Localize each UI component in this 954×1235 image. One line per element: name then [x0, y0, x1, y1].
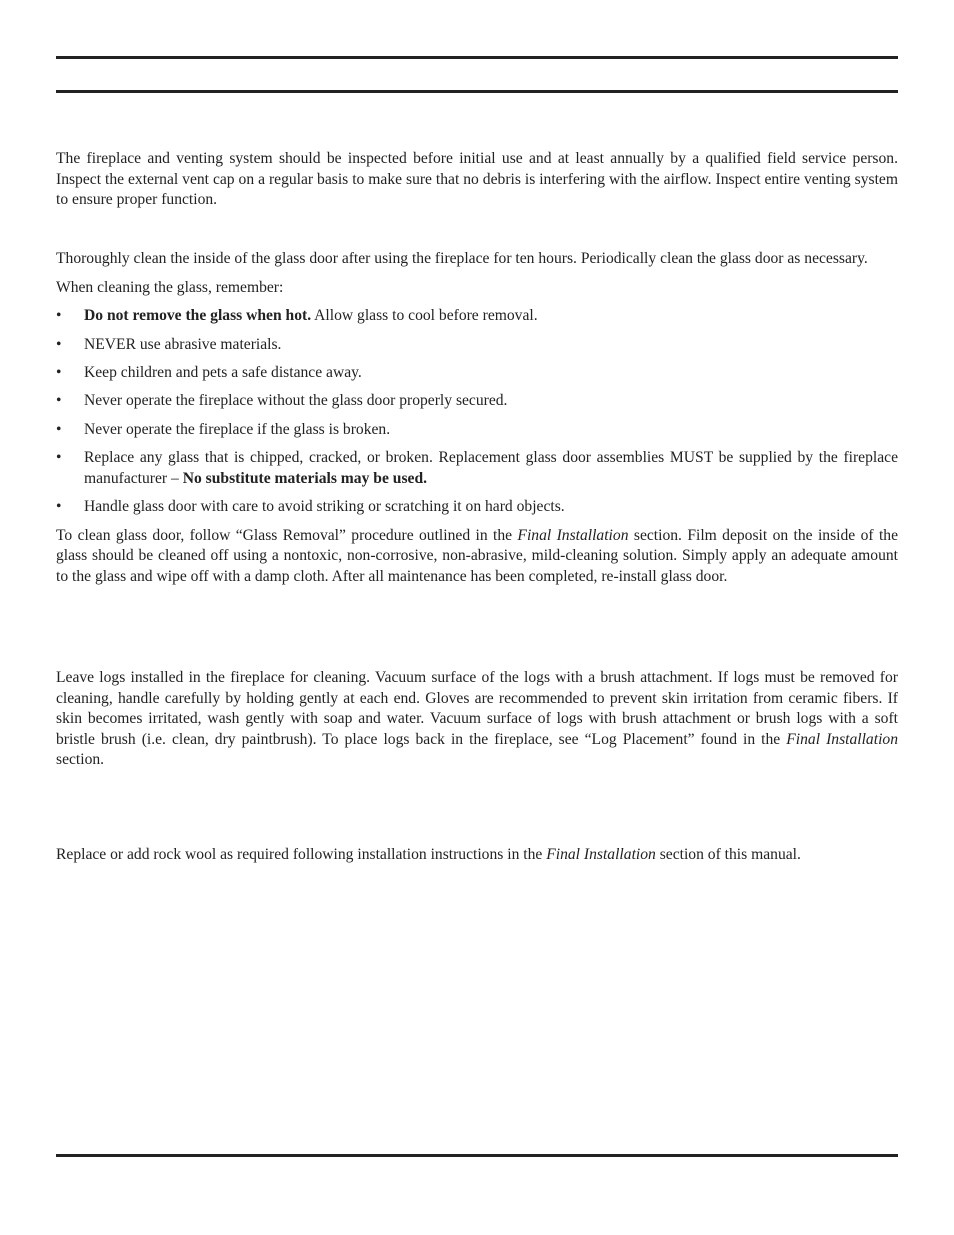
glass-paragraph: Thoroughly clean the inside of the glass door after using the fireplace for ten hours. Periodically clean the glass door as necessary.: [56, 250, 868, 267]
list-item: • Never operate the fireplace if the glass is broken.: [56, 420, 898, 441]
list-item: • Replace any glass that is chipped, cracked, or broken. Replacement glass door assemblies MUST be supplied by the fireplace manufacturer – No substitute materials may be used.: [56, 449, 898, 487]
glass-closing-paragraph: To clean glass door, follow “Glass Removal” procedure outlined in the Final Installation section. Film deposit on the inside of the glass should be cleaned off using a nontoxic, non-corrosive, non-abrasive, mild-cleaning solution. Simply apply an adequate amount to the glass and wipe off with a damp cloth. After all maintenance has been completed, re-install glass door.: [56, 526, 899, 585]
bottom-rule: [56, 1154, 898, 1157]
glass-intro: When cleaning the glass, remember:: [56, 278, 284, 296]
list-item: • NEVER use abrasive materials.: [56, 335, 898, 356]
log-cleaning-section: [56, 668, 898, 771]
bullet-icon: •: [56, 420, 62, 438]
list-item: • Never operate the fireplace without the glass door properly secured.: [56, 391, 898, 412]
bullet-icon: •: [56, 392, 62, 410]
glass-cleaning-section: [56, 249, 898, 587]
list-item: • Do not remove the glass when hot. Allow glass to cool before removal.: [56, 306, 898, 327]
rockwool-paragraph: Replace or add rock wool as required following installation instructions in the Final Installation section of this manual.: [56, 846, 801, 863]
list-item: • Keep children and pets a safe distance away.: [56, 363, 898, 384]
vent-paragraph: The fireplace and venting system should be inspected before initial use and at least annually by a qualified field service person. Inspect the external vent cap on a regular basis to make sure that no debris is interfering with the airflow. Inspect entire venting system to ensure proper function.: [56, 150, 898, 209]
bullet-icon: •: [56, 335, 62, 353]
bullet-icon: •: [56, 498, 62, 516]
list-item: • Handle glass door with care to avoid striking or scratching it on hard objects.: [56, 497, 898, 518]
bullet-icon: •: [56, 363, 62, 381]
bullet-icon: •: [56, 449, 62, 467]
bullet-icon: •: [56, 307, 62, 325]
logs-paragraph: Leave logs installed in the fireplace for cleaning. Vacuum surface of the logs with a brush attachment. If logs must be removed for cleaning, handle carefully by holding gently at each end. Gloves are recommended to prevent skin irritation from ceramic fibers. If skin becomes irritated, wash gently with soap and water. Vacuum surface of logs with brush attachment or brush logs with a soft bristle brush (i.e. clean, dry paintbrush). To place logs back in the fireplace, see “Log Placement” found in the Final Installation section.: [56, 669, 898, 769]
glass-bullet-list: [56, 306, 898, 518]
rock-wool-section: [56, 845, 898, 866]
top-rule-2: [56, 90, 898, 93]
vent-inspection-section: [56, 149, 898, 211]
top-rule-1: [56, 56, 898, 59]
